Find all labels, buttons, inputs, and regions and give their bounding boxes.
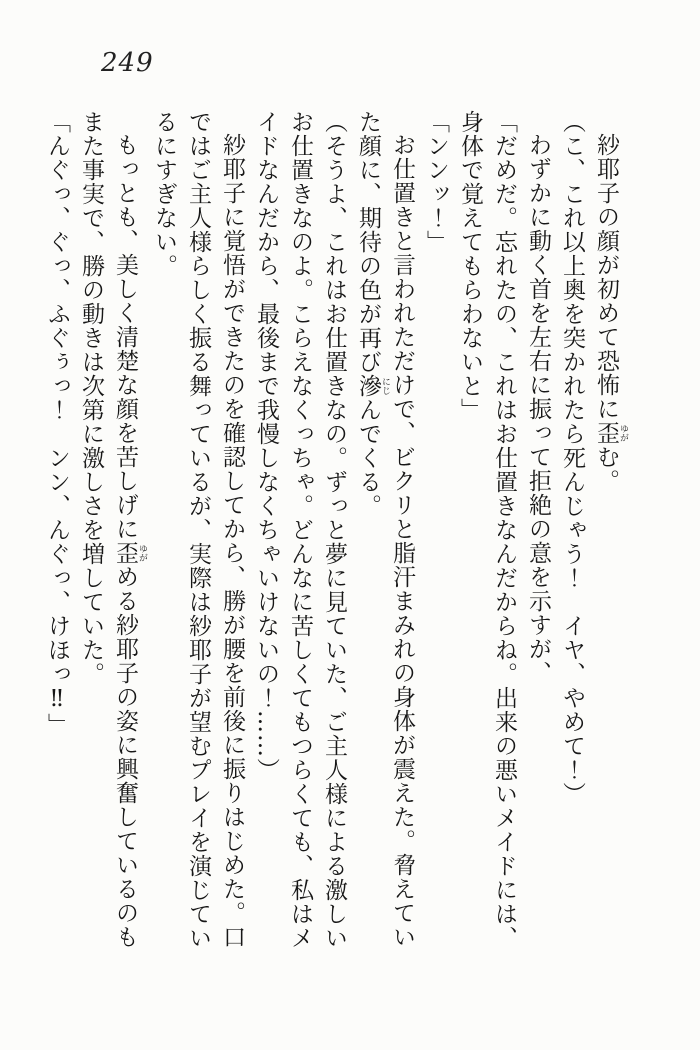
furigana: にじ [380, 374, 390, 398]
page-text [40, 110, 628, 968]
paragraph: 「んぐっ、ぐっ、ふぐぅっ！ ンン、んぐっ、けほっ‼」 [44, 110, 70, 737]
page-number: 249 [101, 48, 154, 78]
paragraph: （そうよ、これはお仕置きなの。ずっと夢に見ていた、ご主人様による激しいお仕置きなのよ。こらえなくっちゃ。どんなに苦しくてもつらくても、私はメイドなんだから、最後まで我慢しなくちゃいけないの！……） [253, 110, 347, 950]
paragraph: 紗耶子の顔が初めて恐怖に歪 ゆがむ。 [593, 133, 628, 493]
paragraph: 紗耶子に覚悟ができたのを確認してから、勝が腰を前後に振りはじめた。口ではご主人様らしく振る舞っているが、実際は紗耶子が望むプレイを演じているにすぎない。 [151, 110, 245, 950]
furigana: ゆが [618, 421, 628, 445]
paragraph: 「だめだ。忘れたの、これはお仕置きなんだからね。出来の悪いメイドには、身体で覚えてもらわないと」 [457, 110, 517, 950]
furigana: ゆが [137, 541, 147, 565]
ruby-annotated-kanji: 歪 ゆが [593, 421, 628, 445]
paragraph: （こ、これ以上奥を突かれたら死んじゃう！ イヤ、やめて！） [559, 110, 585, 806]
paragraph: お仕置きと言われただけで、ビクリと脂汗まみれの身体が震えた。脅えていた顔に、期待の色が再び滲 にじんでくる。 [355, 110, 415, 949]
ruby-annotated-kanji: 滲 にじ [355, 374, 390, 398]
ruby-annotated-kanji: 歪 ゆが [112, 541, 147, 565]
paragraph: もっとも、美しく清楚な顔を苦しげに歪 ゆがめる紗耶子の姿に興奮しているのもまた事実で、勝の動きは次第に激しさを増していた。 [78, 110, 147, 949]
paragraph: わずかに動く首を左右に振って拒絶の意を示すが、 [525, 133, 551, 685]
paragraph: 「ンンッ！」 [423, 110, 449, 254]
